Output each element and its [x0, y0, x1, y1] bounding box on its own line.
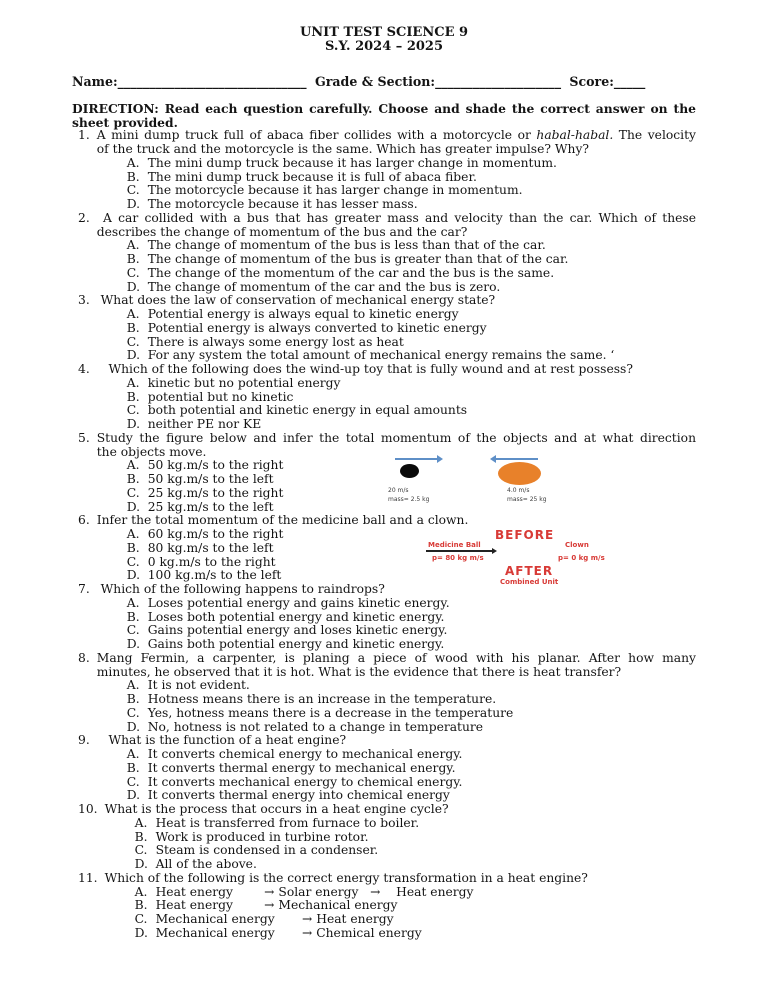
option-text: Yes, hotness means there is a decrease in the temperature [147, 705, 514, 720]
question-9 [72, 734, 696, 803]
option-text: Work is produced in turbine rotor. [155, 829, 369, 844]
question-4 [72, 363, 696, 432]
question-1 [72, 129, 696, 212]
option-letter: D. [126, 568, 141, 583]
option-text: Heat energy → Solar energy → Heat energy [155, 884, 474, 899]
answer-option-C [97, 184, 696, 198]
question-11 [72, 872, 696, 941]
question-number: 3. [78, 293, 90, 308]
question-number: 6. [78, 513, 90, 528]
answer-option-B [97, 322, 696, 336]
option-letter: C. [126, 554, 140, 569]
option-text: It converts mechanical energy to chemical energy. [147, 774, 463, 789]
option-text: Potential energy is always equal to kinetic energy [147, 307, 459, 321]
question-text: Which of the following happens to raindrops? [96, 582, 385, 596]
question-text: of the truck and the motorcycle is the same. Which has greater impulse? Why? [96, 142, 589, 156]
question-text-line [97, 432, 696, 446]
question-body [97, 294, 696, 363]
answer-option-B [97, 762, 696, 776]
question-text-line [97, 294, 696, 308]
orange-ball [498, 462, 541, 485]
option-letter: C. [126, 334, 140, 349]
question-text: Infer the total momentum of the medicine ball and a clown. [96, 513, 469, 528]
question-number: 2. [78, 210, 90, 225]
option-text: 25 kg.m/s to the right [147, 485, 284, 500]
question-text-line [97, 514, 696, 528]
option-text: The change of the momentum of the car and the bus is the same. [147, 265, 555, 280]
question-text-line [97, 226, 696, 240]
option-text: 100 kg.m/s to the left [147, 568, 282, 583]
answer-option-D [97, 281, 696, 295]
answer-option-B [97, 391, 696, 405]
option-text: Heat energy → Mechanical energy [155, 898, 398, 913]
option-letter: D. [126, 788, 141, 803]
answer-option-C [97, 404, 696, 418]
option-text: Loses both potential energy and kinetic energy. [147, 609, 445, 624]
option-text: Gains potential energy and loses kinetic energy. [147, 623, 448, 638]
question-text: A mini dump truck full of abaca fiber collides with a motorcycle or [96, 128, 537, 143]
question-body [97, 363, 696, 432]
question-text: minutes, he observed that it is hot. What is the evidence that there is heat transfer? [96, 664, 622, 679]
option-letter: B. [126, 169, 140, 184]
option-text: 80 kg.m/s to the left [147, 540, 274, 555]
question-10 [72, 803, 696, 872]
answer-option-A [97, 239, 696, 253]
question-number: 9. [78, 733, 90, 748]
direction-line-2: sheet provided. [72, 114, 178, 130]
question-body [97, 212, 696, 295]
answer-option-A [97, 157, 696, 171]
student-info-row [72, 75, 696, 89]
question-text: A car collided with a bus that has greater mass and velocity than the car. Which of these [96, 210, 696, 225]
option-text: The change of momentum of the car and the bus is zero. [147, 279, 501, 294]
option-letter: D. [126, 279, 141, 294]
answer-option-B [105, 831, 696, 845]
question-text-line [97, 363, 696, 377]
option-letter: C. [126, 265, 140, 280]
question-text: describes the change of momentum of the bus and the car? [96, 224, 468, 239]
option-text: Steam is condensed in a condenser. [155, 843, 379, 858]
answer-option-A [105, 817, 696, 831]
answer-option-C [97, 336, 696, 350]
answer-option-D [105, 858, 696, 872]
left-ball-mass: mass= 2.5 kg [388, 496, 430, 503]
answer-option-D [97, 418, 696, 432]
school-year: S.Y. 2024 – 2025 [324, 39, 444, 54]
after-label: AFTER [505, 564, 554, 578]
question-number: 7. [78, 582, 90, 596]
italic-term: habal-habal. [536, 128, 614, 143]
answer-option-D [97, 721, 696, 735]
answer-option-C [97, 624, 696, 638]
option-letter: D. [126, 499, 141, 514]
answer-option-A [97, 597, 696, 611]
question-text-line [97, 652, 696, 666]
answer-option-D [105, 927, 696, 941]
option-letter: A. [126, 678, 140, 693]
question-text: Mang Fermin, a carpenter, is planing a piece of wood with his planar. After how many [96, 650, 696, 665]
option-letter: C. [126, 485, 140, 500]
option-letter: A. [126, 307, 140, 321]
option-letter: C. [126, 183, 140, 198]
option-text: 50 kg.m/s to the left [147, 472, 274, 486]
option-letter: A. [134, 884, 148, 899]
option-letter: A. [126, 458, 140, 473]
name-label: Name: [72, 74, 118, 89]
option-letter: B. [126, 760, 140, 775]
option-letter: A. [126, 155, 140, 170]
question-body [97, 734, 696, 803]
option-letter: B. [134, 898, 148, 913]
right-arrow-icon [426, 550, 492, 552]
option-letter: B. [126, 252, 140, 266]
option-text: Mechanical energy → Heat energy [155, 912, 394, 926]
option-letter: D. [126, 197, 141, 211]
option-text: potential but no kinetic [147, 389, 294, 404]
question-text: What does the law of conservation of mechanical energy state? [96, 293, 496, 308]
option-letter: C. [126, 403, 140, 418]
option-text: neither PE nor KE [147, 417, 262, 431]
option-letter: B. [126, 692, 140, 706]
question-body [97, 652, 696, 735]
answer-option-D [97, 789, 696, 803]
option-text: both potential and kinetic energy in equal amounts [147, 403, 468, 418]
name-blank-field: ______________________________ [117, 74, 307, 89]
question-text-line [97, 734, 696, 748]
option-letter: C. [134, 912, 148, 926]
option-text: The change of momentum of the bus is greater than that of the car. [147, 252, 569, 266]
option-letter: C. [134, 843, 148, 858]
option-letter: A. [126, 527, 140, 541]
option-letter: B. [126, 472, 140, 486]
option-text: It converts thermal energy to mechanical energy. [147, 760, 456, 775]
answer-option-D [97, 198, 696, 212]
option-text: The motorcycle because it has lesser mass. [147, 197, 418, 211]
answer-option-A [97, 308, 696, 322]
option-letter: B. [134, 829, 148, 844]
question-number: 1. [78, 128, 90, 143]
question-number: 5. [78, 430, 90, 445]
direction-block [72, 102, 696, 130]
right-ball-mass: mass= 25 kg [507, 496, 547, 503]
option-text: It converts thermal energy into chemical energy [147, 788, 450, 803]
answer-option-B [97, 693, 696, 707]
option-letter: D. [134, 925, 148, 940]
option-letter: A. [126, 238, 140, 253]
option-text: Potential energy is always converted to kinetic energy [147, 320, 487, 335]
question-body [97, 129, 696, 212]
option-letter: C. [126, 705, 140, 720]
score-blank-field: _____ [613, 74, 646, 89]
option-text: 0 kg.m/s to the right [147, 554, 276, 569]
answer-option-C [105, 913, 696, 927]
option-letter: D. [126, 417, 141, 431]
question-number: 8. [78, 650, 90, 665]
answer-option-B [97, 171, 696, 185]
grade-section-label: Grade & Section: [314, 74, 436, 89]
question-2 [72, 212, 696, 295]
option-text: It converts chemical energy to mechanical energy. [147, 747, 463, 761]
answer-option-A [105, 886, 696, 900]
option-text: There is always some energy lost as heat [147, 334, 404, 349]
clown-momentum: p= 0 kg m/s [558, 554, 605, 562]
question-text-line [97, 129, 696, 143]
answer-option-C [105, 844, 696, 858]
question-text-line [105, 803, 696, 817]
question-7 [72, 583, 696, 652]
question-text: The velocity [613, 128, 696, 143]
answer-option-C [97, 267, 696, 281]
option-text: 25 kg.m/s to the left [147, 499, 274, 514]
option-letter: A. [126, 747, 140, 761]
option-text: Heat is transferred from furnace to boiler. [155, 815, 420, 830]
option-letter: C. [126, 623, 140, 638]
option-text: It is not evident. [147, 678, 250, 693]
answer-option-C [97, 707, 696, 721]
question6-figure [424, 529, 644, 589]
answer-option-A [97, 748, 696, 762]
option-text: For any system the total amount of mechanical energy remains the same. ‘ [147, 348, 615, 363]
question-body [105, 872, 696, 941]
option-text: Gains both potential energy and kinetic energy. [147, 637, 445, 651]
option-letter: D. [126, 719, 141, 734]
option-letter: B. [126, 540, 140, 555]
option-text: No, hotness is not related to a change in temperature [147, 719, 484, 734]
question-text: Which of the following is the correct energy transformation in a heat engine? [104, 870, 588, 885]
direction-line-1: DIRECTION: Read each question carefully. Choose and shade the correct answer on the [72, 100, 696, 116]
grade-section-blank-field: ____________________ [435, 74, 561, 89]
answer-option-A [97, 679, 696, 693]
page-title: UNIT TEST SCIENCE 9 [299, 25, 469, 40]
black-ball [400, 464, 419, 478]
answer-option-B [105, 899, 696, 913]
question-3 [72, 294, 696, 363]
question-text: Study the figure below and infer the total momentum of the objects and at what direction [96, 430, 696, 445]
medicine-ball-label: Medicine Ball [428, 541, 481, 549]
option-text: The mini dump truck because it has larger change in momentum. [147, 155, 557, 170]
option-letter: B. [126, 320, 140, 335]
question-body [105, 803, 696, 872]
question-text: What is the process that occurs in a heat engine cycle? [104, 802, 449, 816]
option-letter: A. [126, 375, 140, 390]
medicine-ball-momentum: p= 80 kg m/s [432, 554, 484, 562]
option-text: 50 kg.m/s to the right [147, 458, 284, 473]
question-text: the objects move. [96, 444, 207, 459]
question-text-line [97, 212, 696, 226]
question-number: 10. [78, 802, 98, 816]
question-text: Which of the following does the wind-up toy that is fully wound and at rest possess? [96, 362, 633, 376]
answer-option-A [97, 377, 696, 391]
option-text: 60 kg.m/s to the right [147, 527, 284, 541]
question-8 [72, 652, 696, 735]
answer-option-D [97, 638, 696, 652]
answer-option-D [97, 349, 696, 363]
question-text-line [97, 143, 696, 157]
option-text: The motorcycle because it has larger change in momentum. [147, 183, 523, 198]
option-text: Hotness means there is an increase in the temperature. [147, 692, 497, 706]
option-text: Mechanical energy → Chemical energy [155, 925, 422, 940]
option-letter: D. [134, 857, 148, 871]
right-ball-speed: 4.0 m/s [507, 487, 530, 494]
option-letter: B. [126, 389, 140, 404]
before-label: BEFORE [495, 528, 555, 542]
answer-option-B [97, 253, 696, 267]
question-text-line [97, 666, 696, 680]
option-letter: A. [134, 815, 148, 830]
option-letter: D. [126, 637, 141, 651]
option-text: Loses potential energy and gains kinetic energy. [147, 595, 450, 610]
clown-label: Clown [565, 541, 589, 549]
option-letter: D. [126, 348, 141, 363]
option-text: kinetic but no potential energy [147, 375, 341, 390]
option-text: The change of momentum of the bus is less than that of the car. [147, 238, 546, 253]
option-text: All of the above. [155, 857, 257, 871]
question-text-line [105, 872, 696, 886]
option-text: The mini dump truck because it is full of abaca fiber. [147, 169, 477, 184]
option-letter: A. [126, 595, 140, 610]
option-letter: B. [126, 609, 140, 624]
question-text: What is the function of a heat engine? [96, 733, 347, 748]
answer-option-B [97, 611, 696, 625]
question-number: 4. [78, 362, 90, 376]
answer-option-C [97, 776, 696, 790]
question-body [97, 583, 696, 652]
score-label: Score: [569, 74, 614, 89]
question-number: 11. [78, 870, 98, 885]
left-ball-speed: 20 m/s [388, 487, 409, 494]
question5-figure [383, 453, 633, 508]
option-letter: C. [126, 774, 140, 789]
combined-unit-label: Combined Unit [500, 578, 559, 586]
